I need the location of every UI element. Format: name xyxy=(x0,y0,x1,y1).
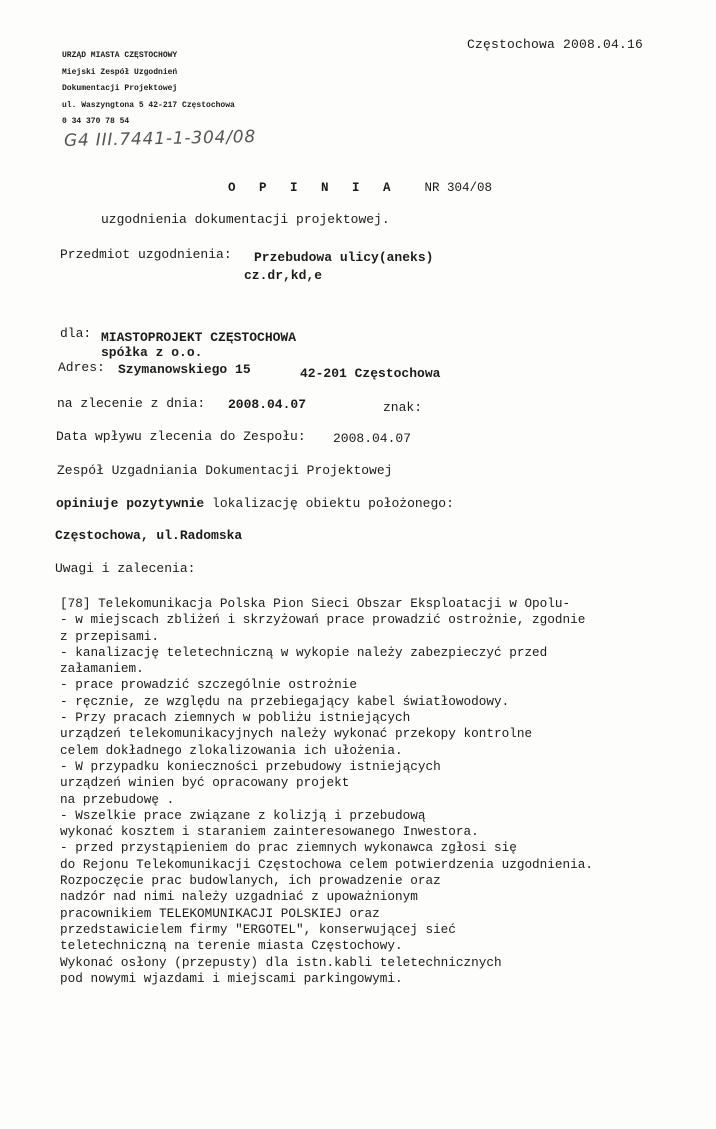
remark-line: - ręcznie, ze względu na przebiegający kabel światłowodowy. xyxy=(60,693,510,709)
document-title xyxy=(228,181,492,195)
sender-line: 0 34 370 78 54 xyxy=(62,117,130,126)
remark-line: przedstawicielem firmy "ERGOTEL", konserwującej sieć xyxy=(60,921,456,937)
subject-value-2: cz.dr,kd,e xyxy=(244,268,323,283)
subject-value: Przebudowa ulicy(aneks) xyxy=(254,250,434,265)
remark-line: - kanalizację teletechniczną w wykopie należy zabezpieczyć przed xyxy=(60,644,548,660)
subject-label: Przedmiot uzgodnienia: xyxy=(60,247,232,262)
remarks-list xyxy=(60,596,593,987)
subtitle: uzgodnienia dokumentacji projektowej. xyxy=(101,212,390,227)
place-and-date: Częstochowa 2008.04.16 xyxy=(467,37,644,52)
remark-line: urządzeń telekomunikacyjnych należy wykonać przekopy kontrolne xyxy=(60,726,533,742)
remark-line: pod nowymi wjazdami i miejscami parkingowymi. xyxy=(60,970,403,986)
address-street: Szymanowskiego 15 xyxy=(118,362,251,377)
remark-line: do Rejonu Telekomunikacji Częstochowa celem potwierdzenia uzgodnienia. xyxy=(60,856,593,872)
opinion-statement xyxy=(56,496,454,511)
remark-line: - prace prowadzić szczególnie ostrożnie xyxy=(60,677,357,693)
remark-line: - przed przystąpieniem do prac ziemnych wykonawca zgłosi się xyxy=(60,840,517,856)
address-city: 42-201 Częstochowa xyxy=(300,366,441,381)
recipient-name: MIASTOPROJEKT CZĘSTOCHOWA xyxy=(101,330,297,345)
remark-line: wykonać kosztem i staraniem zainteresowanego Inwestora. xyxy=(60,824,479,840)
sender-line: URZĄD MIASTA CZĘSTOCHOWY xyxy=(62,51,178,60)
team-name: Zespół Uzgadniania Dokumentacji Projektowej xyxy=(57,463,393,478)
opinion-verdict: opiniuje pozytywnie xyxy=(56,496,205,511)
order-date-label: na zlecenie z dnia: xyxy=(57,396,206,411)
remark-line: celem dokładnego zlokalizowania ich ułożenia. xyxy=(60,742,403,758)
remark-line: załamaniem. xyxy=(60,661,144,677)
recipient-name-2: spółka z o.o. xyxy=(101,345,203,360)
receipt-date: 2008.04.07 xyxy=(333,431,412,446)
sender-line: Dokumentacji Projektowej xyxy=(62,84,178,93)
remarks-heading: Uwagi i zalecenia: xyxy=(55,561,196,576)
remark-line: na przebudowę . xyxy=(60,791,175,807)
order-date: 2008.04.07 xyxy=(228,397,307,412)
sender-line: Miejski Zespół Uzgodnień xyxy=(62,67,178,77)
receipt-label: Data wpływu zlecenia do Zespołu: xyxy=(56,429,306,444)
sender-block xyxy=(62,48,235,131)
address-label: Adres: xyxy=(58,360,105,375)
remark-line: urządzeń winien być opracowany projekt xyxy=(60,775,350,791)
remark-line: Wykonać osłony (przepusty) dla istn.kabli teletechnicznych xyxy=(60,954,502,970)
remark-line: pracownikiem TELEKOMUNIKACJI POLSKIEJ oraz xyxy=(60,905,380,921)
remark-line: - W przypadku konieczności przebudowy istniejących xyxy=(60,758,441,774)
remark-line: teletechniczną na terenie miasta Częstochowy. xyxy=(60,938,403,954)
remark-line: - Wszelkie prace związane z kolizją i przebudową xyxy=(60,807,426,823)
remark-line: - w miejscach zbliżeń i skrzyżowań prace prowadzić ostrożnie, zgodnie xyxy=(60,612,586,628)
order-sign-label: znak: xyxy=(383,400,423,415)
remark-line: Rozpoczęcie prac budowlanych, ich prowadzenie oraz xyxy=(60,873,441,889)
remark-line: [78] Telekomunikacja Polska Pion Sieci Obszar Eksploatacji w Opolu- xyxy=(60,596,571,611)
remark-line: - Przy pracach ziemnych w pobliżu istniejących xyxy=(60,710,411,726)
title-word: O P I N I A xyxy=(228,181,399,195)
remark-line: z przepisami. xyxy=(60,628,159,644)
title-number: NR 304/08 xyxy=(424,181,493,195)
handwritten-reference: G4 III.7441-1-304/08 xyxy=(63,126,257,152)
location: Częstochowa, ul.Radomska xyxy=(55,528,243,543)
remark-line: nadzór nad nimi należy uzgadniać z upoważnionym xyxy=(60,889,418,905)
opinion-rest: lokalizację obiektu położonego: xyxy=(212,496,454,511)
recipient-label: dla: xyxy=(60,326,92,341)
sender-line: ul. Waszyngtona 5 42-217 Częstochowa xyxy=(62,100,235,110)
